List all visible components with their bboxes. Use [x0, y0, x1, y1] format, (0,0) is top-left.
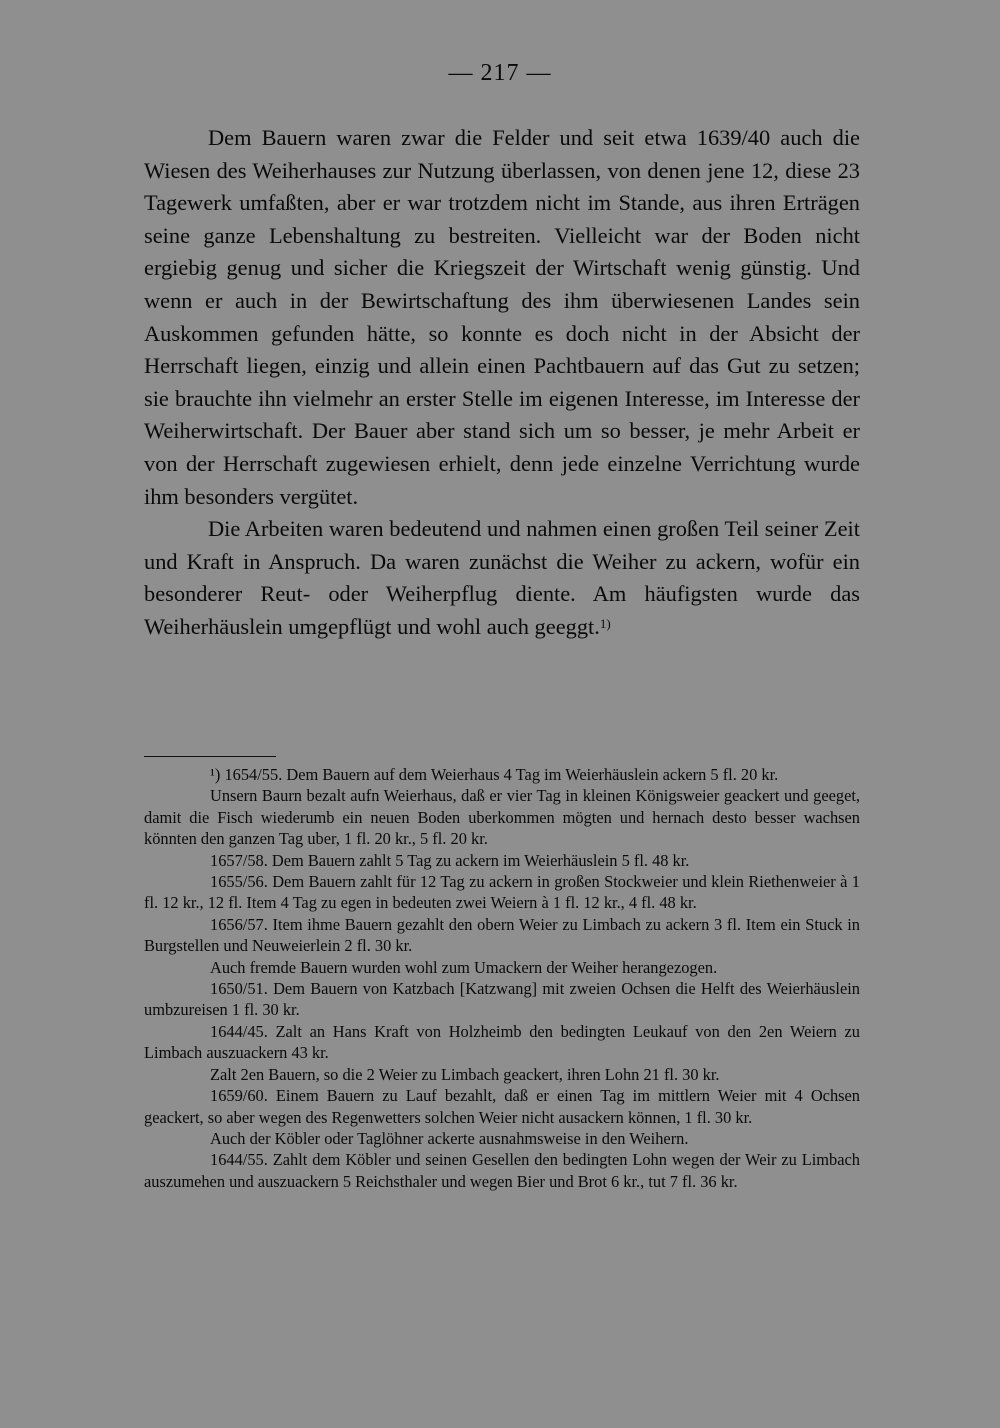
footnote-entry: 1656/57. Item ihme Bauern gezahlt den obern Weier zu Limbach zu ackern 3 fl. Item ein Stuck in Burgstellen und Neuweierlein 2 fl. 30 kr.: [144, 914, 860, 956]
footnote-entry: 1657/58. Dem Bauern zahlt 5 Tag zu ackern im Weierhäuslein 5 fl. 48 kr.: [210, 850, 690, 870]
footnote-entry: 1644/45. Zalt an Hans Kraft von Holzheimb den bedingten Leukauf von den 2en Weiern zu Limbach auszuackern 43 kr.: [144, 1021, 860, 1063]
footnote-entry: ¹) 1654/55. Dem Bauern auf dem Weierhaus 4 Tag im Weierhäuslein ackern 5 fl. 20 kr.: [210, 765, 779, 784]
footnote-entry: 1644/55. Zahlt dem Köbler und seinen Gesellen den bedingten Lohn wegen der Weir zu Limbach auszumehen und auszuackern 5 Reichsthaler und wegen Bier und Brot 6 kr., tut 7 fl. 36 kr.: [144, 1150, 860, 1191]
footnote-entry: 1650/51. Dem Bauern von Katzbach [Katzwang] mit zweien Ochsen die Helft des Weierhäuslein umbzureisen 1 fl. 30 kr.: [144, 979, 860, 1020]
footnote-reference: 1): [599, 615, 611, 631]
page-number: — 217 —: [448, 60, 552, 86]
footnote-entry: 1655/56. Dem Bauern zahlt für 12 Tag zu ackern in großen Stockweier und klein Riethenweier à 1 fl. 12 kr., 12 fl. Item 4 Tag zu egen in bedeuten zwei Weiern à 1 fl. 12 kr., 4 fl. 48 kr.: [144, 872, 860, 913]
main-text: [144, 122, 860, 644]
footnote-entry: Zalt 2en Bauern, so die 2 Weier zu Limbach geackert, ihren Lohn 21 fl. 30 kr.: [210, 1064, 720, 1084]
footnote-entry: 1659/60. Einem Bauern zu Lauf bezahlt, daß er einen Tag im mittlern Weier mit 4 Ochsen geackert, so aber wegen des Regenwetters solchen Weier nicht ausackern können, 1 fl. 30 kr.: [144, 1086, 860, 1127]
paragraph: Dem Bauern waren zwar die Felder und seit etwa 1639/40 auch die Wiesen des Weiherhauses zur Nutzung überlassen, von denen jene 12, diese 23 Tagewerk umfaßten, aber er war trotzdem nicht im Stande, aus ihren Erträgen seine ganze Lebenshaltung zu bestreiten. Vielleicht war der Boden nicht ergiebig genug und sicher die Kriegszeit der Wirtschaft wenig günstig. Und wenn er auch in der Bewirtschaftung des ihm überwiesenen Landes sein Auskommen gefunden hätte, so konnte es doch nicht in der Absicht der Herrschaft liegen, einzig und allein einen Pachtbauern auf das Gut zu setzen; sie brauchte ihn vielmehr an erster Stelle im eigenen Interesse, im Interesse der Weiherwirtschaft. Der Bauer aber stand sich um so besser, je mehr Arbeit er von der Herrschaft zugewiesen erhielt, denn jede einzelne Verrichtung wurde ihm besonders vergütet.: [144, 125, 860, 509]
footnote-entry: Auch fremde Bauern wurden wohl zum Umackern der Weiher herangezogen.: [210, 957, 718, 977]
footnote-divider: [144, 756, 276, 757]
footnote-entry: Auch der Köbler oder Taglöhner ackerte ausnahmsweise in den Weihern.: [210, 1128, 689, 1148]
paragraph-text: Die Arbeiten waren bedeutend und nahmen einen großen Teil seiner Zeit und Kraft in Anspruch. Da waren zunächst die Weiher zu ackern, wofür ein besonderer Reut- oder Weiherpflug diente. Am häufigsten wurde das Weiherhäuslein umgepflügt und wohl auch geeggt.: [144, 516, 860, 639]
paragraph: [144, 513, 860, 643]
footnotes: [144, 764, 860, 1192]
footnote-entry: Unsern Baurn bezalt aufn Weierhaus, daß er vier Tag in kleinen Königsweier geackert und geeget, damit die Fisch wiederumb ein neuen Boden uberkommen mögten und hernach desto besser wachsen könnten den ganzen Tag uber, 1 fl. 20 kr., 5 fl. 20 kr.: [144, 786, 860, 849]
